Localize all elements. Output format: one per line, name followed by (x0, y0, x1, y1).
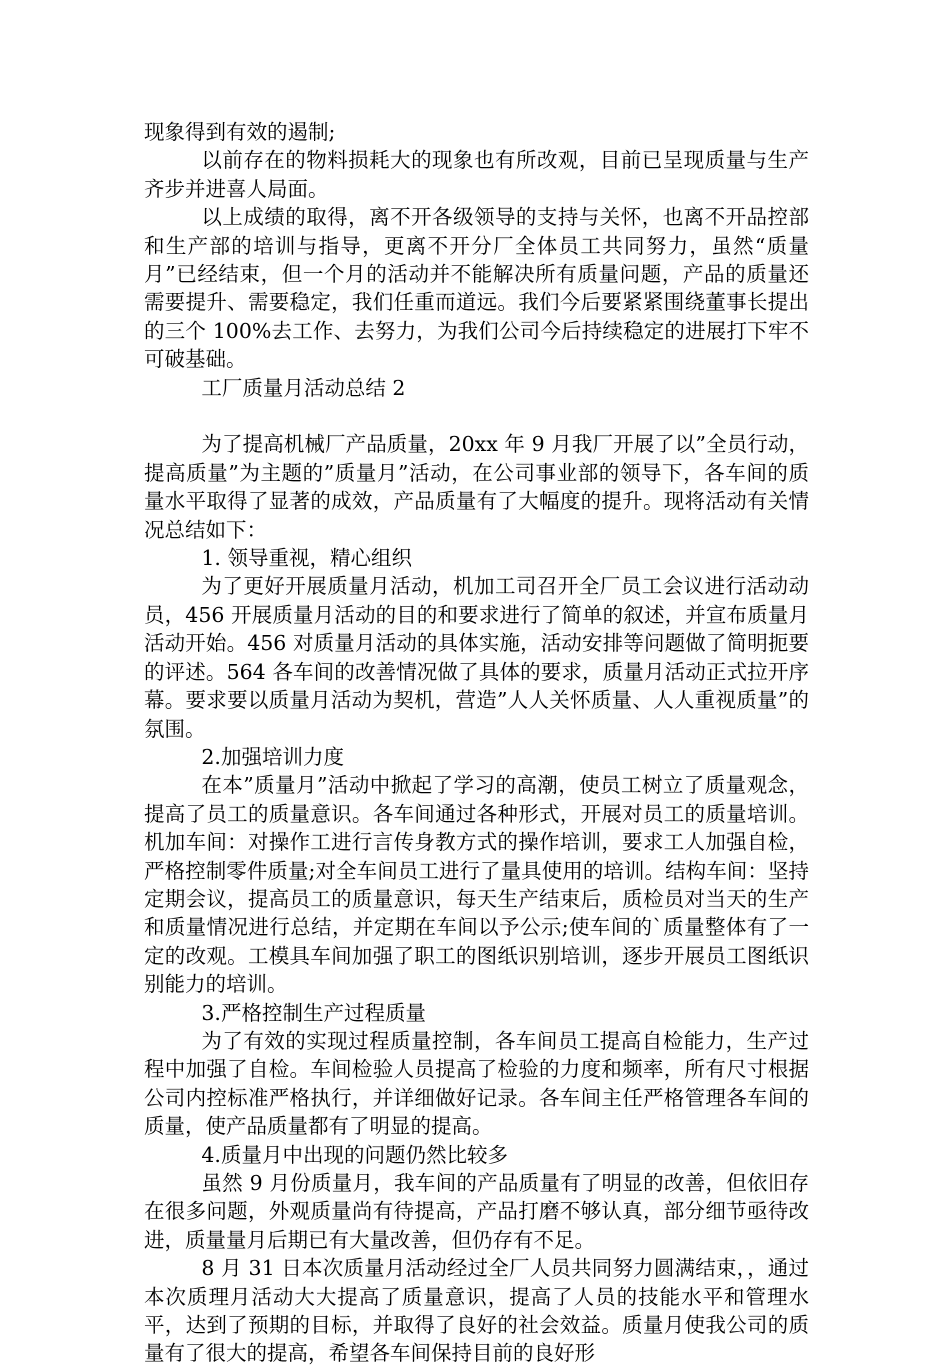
paragraph: 以前存在的物料损耗大的现象也有所改观，目前已呈现质量与生产齐步并进喜人局面。 (144, 148, 809, 201)
paragraph: 1. 领导重视，精心组织 (201, 546, 412, 571)
paragraph: 为了更好开展质量月活动，机加工司召开全厂员工会议进行活动动员，456 开展质量月活动的目的和要求进行了简单的叙述，并宣布质量月活动开始。456 对质量月活动的具体实施，活动安排等问题做了简明扼要的评述。564 各车间的改善情况做了具体的要求，质量月活动正式拉开序幕。要求要以质量月活动为契机，营造”人人关怀质量、人人重视质量”的氛围。 (144, 574, 809, 741)
paragraph: 现象得到有效的遏制; (144, 120, 336, 144)
paragraph: 3.严格控制生产过程质量 (201, 1000, 426, 1025)
paragraph: 8 月 31 日本次质量月活动经过全厂人员共同努力圆满结束，，通过本次质理月活动大大提高了质量意识，提高了人员的技能水平和管理水平，达到了预期的目标，并取得了良好的社会效益。质量月使我公司的质量有了很大的提高，希望各车间保持目前的良好形 (144, 1256, 809, 1366)
paragraph: 虽然 9 月份质量月，我车间的产品质量有了明显的改善，但依旧存在很多问题，外观质量尚有待提高，产品打磨不够认真，部分细节亟待改进，质量量月后期已有大量改善，但仍存有不足。 (144, 1171, 809, 1252)
blank-line (144, 402, 809, 430)
paragraph: 在本”质量月”活动中掀起了学习的高潮，使员工树立了质量观念，提高了员工的质量意识。各车间通过各种形式，开展对员工的质量培训。机加车间：对操作工进行言传身教方式的操作培训，要求工人加强自检，严格控制零件质量;对全车间员工进行了量具使用的培训。结构车间：坚持定期会议，提高员工的质量意识，每天生产结束后，质检员对当天的生产和质量情况进行总结，并定期在车间以予公示;使车间的`质量整体有了一定的改观。工模具车间加强了职工的图纸识别培训，逐步开展员工图纸识别能力的培训。 (144, 773, 809, 997)
paragraph: 为了提高机械厂产品质量，20xx 年 9 月我厂开展了以”全员行动，提高质量”为主题的”质量月”活动，在公司事业部的领导下，各车间的质量水平取得了显著的成效，产品质量有了大幅度的提升。现将活动有关情况总结如下： (144, 432, 809, 542)
paragraph: 以上成绩的取得，离不开各级领导的支持与关怀，也离不开品控部和生产部的培训与指导，更离不开分厂全体员工共同努力，虽然“质量月”已经结束，但一个月的活动并不能解决所有质量问题，产品的质量还需要提升、需要稳定，我们任重而道远。我们今后要紧紧围绕董事长提出的三个 100%去工作、去努力，为我们公司今后持续稳定的进展打下牢不可破基础。 (144, 205, 809, 372)
paragraph: 工厂质量月活动总结 2 (201, 375, 406, 400)
document-body (144, 118, 809, 1368)
paragraph: 4.质量月中出现的问题仍然比较多 (201, 1142, 508, 1167)
paragraph: 2.加强培训力度 (201, 744, 344, 769)
paragraph: 为了有效的实现过程质量控制，各车间员工提高自检能力，生产过程中加强了自检。车间检验人员提高了检验的力度和频率，所有尺寸根据公司内控标准严格执行，并详细做好记录。各车间主任严格管理各车间的质量，使产品质量都有了明显的提高。 (144, 1028, 809, 1139)
